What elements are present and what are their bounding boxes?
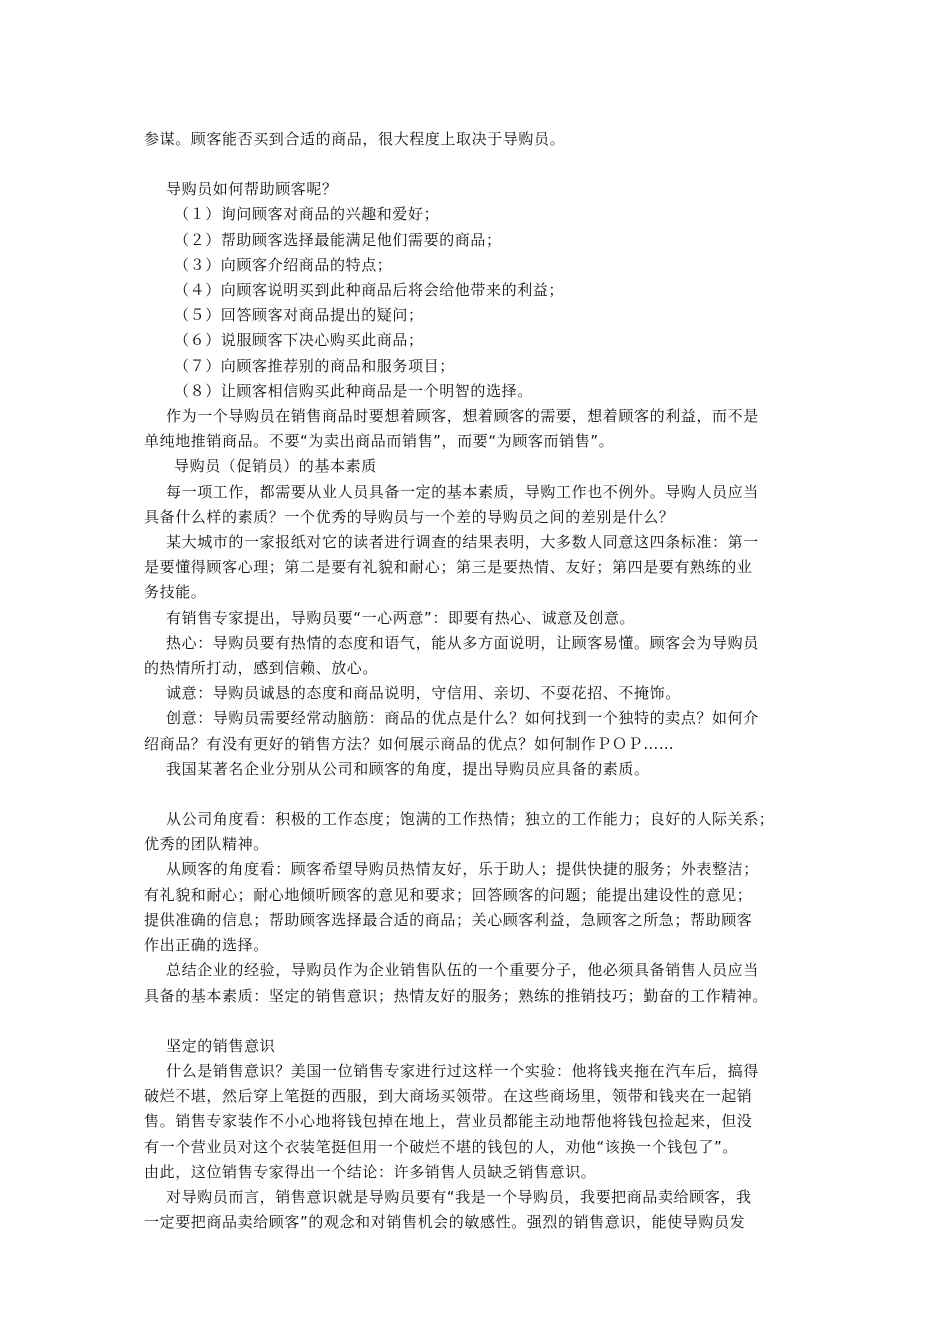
list-item: （７）向顾客推荐别的商品和服务项目； [174, 356, 455, 375]
text-line: 对导购员而言，销售意识就是导购员要有“我是一个导购员，我要把商品卖给顾客，我 [166, 1187, 752, 1206]
text-line: 我国某著名企业分别从公司和顾客的角度，提出导购员应具备的素质。 [166, 759, 650, 778]
section-question: 导购员如何帮助顾客呢？ [166, 180, 338, 199]
text-line: 作出正确的选择。 [144, 936, 269, 955]
text-line: 参谋。顾客能否买到合适的商品，很大程度上取决于导购员。 [144, 130, 566, 148]
list-item: （８）让顾客相信购买此种商品是一个明智的选择。 [174, 381, 533, 400]
list-item: （４）向顾客说明买到此种商品后将会给他带来的利益； [174, 281, 565, 300]
text-line: 具备什么样的素质？一个优秀的导购员与一个差的导购员之间的差别是什么？ [144, 507, 675, 526]
document-body [144, 127, 812, 1235]
text-line: 一定要把商品卖给顾客”的观念和对销售机会的敏感性。强烈的销售意识，能使导购员发 [144, 1213, 746, 1232]
text-line: 从公司角度看：积极的工作态度；饱满的工作热情；独立的工作能力；良好的人际关系； [166, 810, 775, 829]
text-line: 总结企业的经验，导购员作为企业销售队伍的一个重要分子，他必须具备销售人员应当 [166, 961, 759, 980]
text-line: 由此，这位销售专家得出一个结论：许多销售人员缺乏销售意识。 [144, 1162, 597, 1181]
text-line: 每一项工作，都需要从业人员具备一定的基本素质，导购工作也不例外。导购人员应当 [166, 482, 759, 501]
text-line: 务技能。 [144, 583, 207, 602]
section-heading: 坚定的销售意识 [166, 1036, 276, 1055]
section-heading: 导购员（促销员）的基本素质 [174, 457, 377, 476]
text-line: 提供准确的信息；帮助顾客选择最合适的商品；关心顾客利益，急顾客之所急；帮助顾客 [144, 910, 753, 929]
text-line: 诚意：导购员诚恳的态度和商品说明，守信用、亲切、不耍花招、不掩饰。 [166, 684, 681, 703]
text-line: 破烂不堪，然后穿上笔挺的西服，到大商场买领带。在这些商场里，领带和钱夹在一起销 [144, 1087, 753, 1106]
text-line: 某大城市的一家报纸对它的读者进行调查的结果表明，大多数人同意这四条标准：第一 [166, 533, 759, 552]
list-item: （２）帮助顾客选择最能满足他们需要的商品； [174, 230, 502, 249]
list-item: （６）说服顾客下决心购买此商品； [174, 331, 424, 350]
list-item: （５）回答顾客对商品提出的疑问； [174, 306, 424, 325]
text-line: 热心：导购员要有热情的态度和语气，能从多方面说明，让顾客易懂。顾客会为导购员 [166, 633, 759, 652]
text-line: 有一个营业员对这个衣装笔挺但用一个破烂不堪的钱包的人，劝他“该换一个钱包了”。 [144, 1137, 738, 1156]
text-line: 作为一个导购员在销售商品时要想着顾客，想着顾客的需要，想着顾客的利益，而不是 [166, 407, 759, 426]
text-line: 创意：导购员需要经常动脑筋：商品的优点是什么？如何找到一个独特的卖点？如何介 [166, 709, 759, 728]
text-line: 有礼貌和耐心；耐心地倾听顾客的意见和要求；回答顾客的问题；能提出建设性的意见； [144, 885, 753, 904]
text-line: 单纯地推销商品。不要“为卖出商品而销售”，而要“为顾客而销售”。 [144, 432, 615, 451]
text-line: 有销售专家提出，导购员要“一心两意”：即要有热心、诚意及创意。 [166, 608, 636, 627]
text-line: 优秀的团队精神。 [144, 835, 269, 854]
text-line: 售。销售专家装作不小心地将钱包掉在地上，营业员都能主动地帮他将钱包捡起来，但没 [144, 1112, 753, 1131]
text-line: 的热情所打动，感到信赖、放心。 [144, 659, 379, 678]
text-line: 具备的基本素质：坚定的销售意识；热情友好的服务；熟练的推销技巧；勤奋的工作精神。 [144, 986, 769, 1005]
text-line: 从顾客的角度看：顾客希望导购员热情友好，乐于助人；提供快捷的服务；外表整洁； [166, 860, 759, 879]
text-line: 绍商品？有没有更好的销售方法？如何展示商品的优点？如何制作ＰＯＰ…… [144, 734, 675, 753]
text-line: 什么是销售意识？美国一位销售专家进行过这样一个实验：他将钱夹拖在汽车后，搞得 [166, 1061, 759, 1080]
text-line: 是要懂得顾客心理；第二是要有礼貌和耐心；第三是要热情、友好；第四是要有熟练的业 [144, 558, 753, 577]
list-item: （３）向顾客介绍商品的特点； [174, 255, 393, 274]
list-item: （１）询问顾客对商品的兴趣和爱好； [174, 205, 440, 224]
